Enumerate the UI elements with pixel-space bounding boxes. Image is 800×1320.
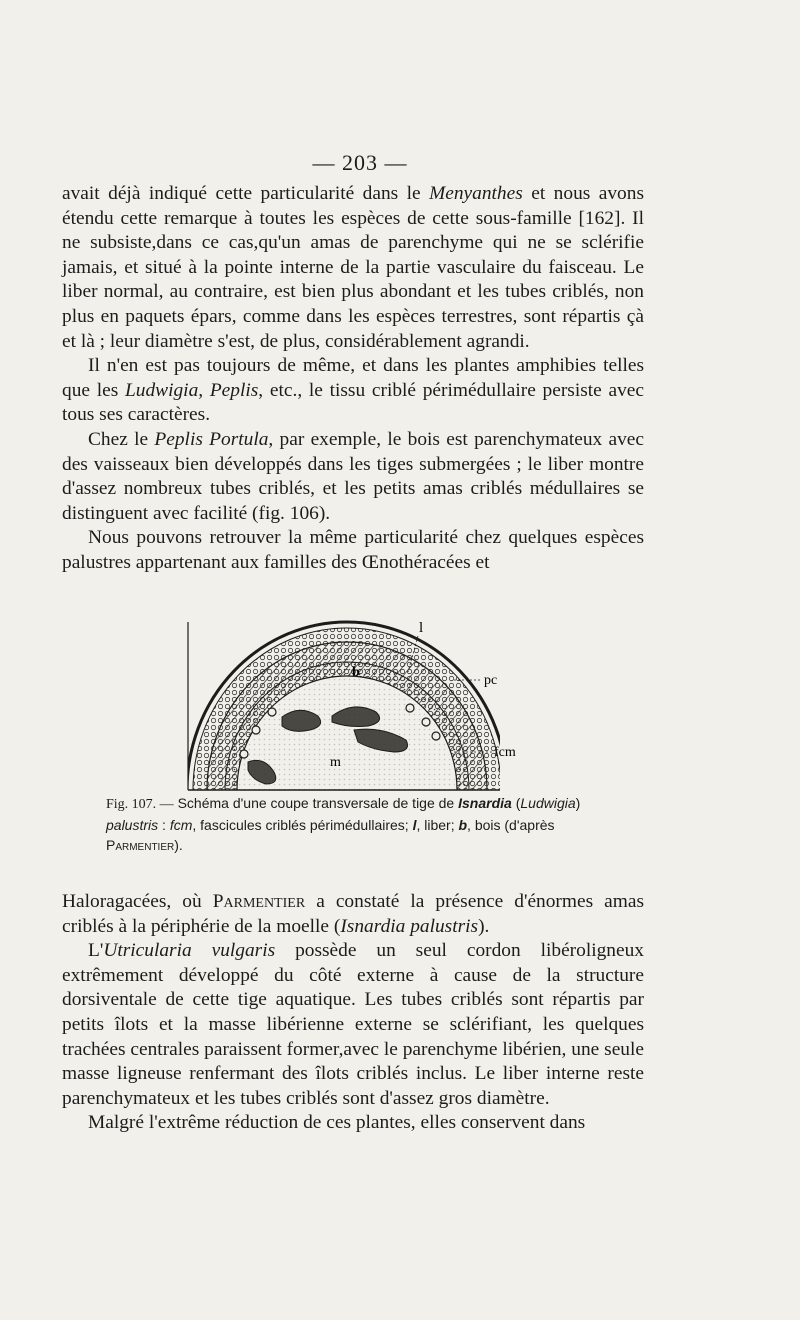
caption-author: Parmentier	[106, 837, 175, 853]
label-l: l	[419, 620, 424, 636]
body-text-top	[62, 182, 644, 576]
text-run: , etc., le tissu criblé périmédullaire persiste avec tous ses caractères.	[62, 379, 644, 426]
paragraph	[62, 428, 644, 526]
paragraph	[62, 939, 644, 1111]
text-run: L'	[88, 940, 104, 962]
text-run: Nous pouvons retrouver la même particularité chez quelques espèces palustres appartenant aux familles des Œnothéracées et	[62, 527, 644, 573]
text-run: a constaté la présence d'énormes amas criblés à la périphérie de la moelle (	[62, 891, 644, 937]
text-run: Chez le	[88, 428, 155, 450]
label-m: m	[330, 755, 341, 770]
italic-term: Menyanthes	[429, 183, 523, 204]
label-b: b	[352, 665, 360, 680]
page-number: — 203 —	[312, 150, 408, 175]
paragraph	[62, 354, 644, 428]
body-text-bottom	[62, 890, 644, 1136]
caption-text: ).	[174, 837, 183, 853]
paragraph	[62, 1111, 644, 1136]
label-fcm: fcm	[494, 745, 516, 760]
caption-genus: Isnardia	[458, 795, 512, 811]
text-run: ).	[478, 915, 490, 937]
caption-text: , fascicules criblés périmédullaires;	[192, 817, 413, 833]
text-run: Haloragacées, où	[62, 891, 213, 912]
caption-abbr-l: l	[412, 817, 417, 833]
paragraph	[62, 526, 644, 575]
text-run: et nous avons étendu cette remarque à toutes les espèces de cette sous-famille [162]. Il ne subsiste,dans ce cas,qu'un amas de parenchyme qui ne se sclérifie jamais, et situé à la pointe interne de la partie vasculaire du faisceau. Le liber normal, au contraire, est bien plus abondant et les tubes criblés, non plus en paquets épars, comme dans les espèces terrestres, sont répartis çà et là ; leur diamètre s'est, de plus, considérablement agrandi.	[62, 183, 644, 352]
caption-text: , bois (d'après	[467, 817, 555, 833]
author-name: Parmentier	[212, 891, 306, 912]
label-pc: pc	[484, 673, 498, 688]
caption-genus-2: Ludwigia	[520, 795, 576, 811]
caption-fig-number: Fig. 107. —	[106, 797, 174, 812]
caption-species: palustris	[106, 817, 159, 833]
text-run: possède un seul cordon libéroligneux extrêmement développé du côté externe à cause de la structure dorsiventale de cette tige aquatique. Les tubes criblés sont répartis par petits îlots et la masse libérienne externe se sclérifiant, les quelques trachées centrales paraissent former,avec le parenchyme libérien, une seule masse ligneuse renfermant des îlots criblés inclus. Le liber interne reste parenchymateux et les tubes criblés sont d'assez gros diamètre.	[62, 940, 644, 1109]
caption-abbr-b: b	[458, 817, 468, 833]
text-run: Malgré l'extrême réduction de ces plantes, elles conservent dans	[88, 1112, 586, 1134]
text-run: , par exemple, le bois est parenchymateux avec des vaisseaux bien développés dans les tiges submergées ; le liber montre d'assez nombreux tubes criblés, et les petits amas criblés médullaires se distinguent avec facilité (fig. 106).	[62, 428, 644, 524]
italic-term: Utricularia vulgaris	[103, 940, 276, 962]
caption-text: )	[575, 795, 581, 811]
text-run: Il n'en est pas toujours de même, et dans les plantes amphibies telles que les	[62, 355, 644, 401]
caption-text: , liber;	[416, 817, 459, 833]
caption-text: :	[158, 817, 170, 833]
paragraph	[62, 890, 644, 939]
italic-term: Ludwigia, Peplis	[124, 379, 259, 401]
italic-term: Isnardia palustris	[340, 915, 479, 937]
figure-107-stem-cross-section	[182, 612, 522, 812]
caption-text: (	[511, 795, 521, 811]
paragraph	[62, 182, 644, 354]
figure-caption	[106, 793, 646, 855]
caption-text: Schéma d'une coupe transversale de tige de	[173, 795, 459, 811]
caption-abbr-fcm: fcm	[169, 817, 193, 833]
italic-term: Peplis Portula	[154, 428, 269, 450]
text-run: avait déjà indiqué cette particularité dans le	[62, 183, 430, 204]
